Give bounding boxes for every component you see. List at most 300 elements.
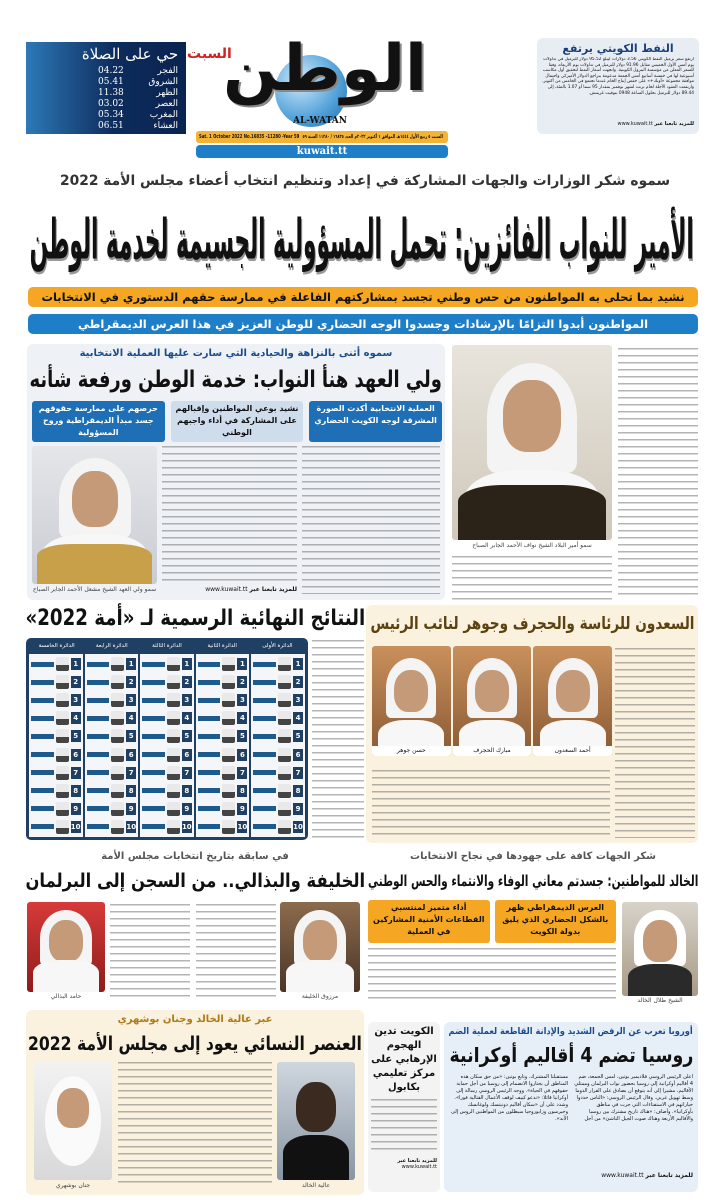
candidate-row xyxy=(142,692,192,708)
day-label: السبت xyxy=(187,46,232,62)
candidate-row xyxy=(31,692,81,708)
crown-highlight-box: نشيد بوعي المواطنين وإقبالهم على المشاركة في أداء واجبهم الوطني xyxy=(171,401,304,442)
oil-headline: النفط الكويتي يرتفع xyxy=(562,41,674,55)
candidate-vote-bar xyxy=(253,824,276,829)
candidate-rank: 1 xyxy=(182,658,192,670)
candidate-photo xyxy=(111,657,124,671)
candidate-rank: 10 xyxy=(237,822,248,831)
candidate-rank: 2 xyxy=(293,676,303,688)
saadoun-body-text xyxy=(615,648,695,838)
candidate-photo xyxy=(111,784,124,798)
candidate-rank: 9 xyxy=(182,803,192,815)
candidate-rank: 10 xyxy=(181,822,192,831)
candidate-vote-bar xyxy=(31,734,54,739)
khaled-highlight-box: أداء متميز لمنتسبي القطاعات الأمنية المشاركين في العملية xyxy=(368,900,490,943)
candidate-rank: 4 xyxy=(293,712,303,724)
candidate-photo xyxy=(111,820,124,834)
masthead-logo xyxy=(187,32,445,128)
candidate-photo xyxy=(222,729,235,743)
candidate-row xyxy=(87,692,137,708)
candidate-vote-bar xyxy=(198,734,221,739)
candidate-vote-bar xyxy=(87,698,110,703)
candidate-row xyxy=(31,783,81,799)
candidate-photo xyxy=(167,802,180,816)
lead-body-text-2 xyxy=(452,556,612,600)
candidate-photo xyxy=(222,784,235,798)
candidate-rank: 3 xyxy=(126,694,136,706)
candidate-row xyxy=(87,747,137,763)
prayer-time: 04.22 xyxy=(98,66,124,76)
date-english: Sat. 1 October 2022 No.16835 -11280 -Year 59 xyxy=(198,134,300,140)
district-header: الدائرة الثالثة xyxy=(152,643,182,649)
more-label: للمزيد تابعنا عبر xyxy=(397,1158,437,1164)
candidate-vote-bar xyxy=(87,824,110,829)
candidate-row xyxy=(31,765,81,781)
prayer-time: 05.41 xyxy=(98,77,124,87)
candidate-vote-bar xyxy=(31,788,54,793)
candidate-row xyxy=(253,710,303,726)
candidate-rank: 2 xyxy=(126,676,136,688)
candidate-vote-bar xyxy=(253,770,276,775)
prayer-name: الشروق xyxy=(148,77,178,87)
candidate-rank: 9 xyxy=(293,803,303,815)
candidate-row xyxy=(142,783,192,799)
candidate-row xyxy=(142,728,192,744)
candidate-row xyxy=(198,747,248,763)
candidate-photo xyxy=(167,729,180,743)
candidate-rank: 1 xyxy=(126,658,136,670)
candidate-rank: 3 xyxy=(293,694,303,706)
bathali-caption: حامد البذالي xyxy=(50,993,82,1000)
lead-headline: الأمير للنواب الفائزين: تحمل المسؤولية الجسيمة لخدمة الوطن xyxy=(29,208,695,273)
candidate-rank: 10 xyxy=(126,822,137,831)
candidate-row xyxy=(31,656,81,672)
candidate-rank: 8 xyxy=(237,785,247,797)
prayer-time: 05.34 xyxy=(98,110,124,120)
candidate-rank: 8 xyxy=(293,785,303,797)
candidate-photo xyxy=(111,766,124,780)
more-link[interactable]: www.kuwait.tt xyxy=(401,1164,437,1170)
candidate-row xyxy=(142,747,192,763)
khaled-headline: الخالد للمواطنين: جسدتم معاني الوفاء والانتماء والحس الوطني xyxy=(367,872,699,890)
candidate-vote-bar xyxy=(198,716,221,721)
candidate-rank: 10 xyxy=(293,822,303,831)
alia-caption: عالية الخالد xyxy=(301,1182,331,1189)
janan-photo xyxy=(34,1062,112,1180)
candidate-rank: 8 xyxy=(71,785,81,797)
candidate-photo xyxy=(278,748,291,762)
candidate-vote-bar xyxy=(31,680,54,685)
prayer-row xyxy=(98,110,178,121)
candidate-vote-bar xyxy=(87,752,110,757)
candidate-vote-bar xyxy=(142,770,165,775)
candidate-rank: 9 xyxy=(126,803,136,815)
candidate-vote-bar xyxy=(142,698,165,703)
candidate-row xyxy=(87,765,137,781)
russia-kicker: أوروبا تعرب عن الرفض الشديد والإدانة القاطعة لعملية الضم xyxy=(448,1026,694,1037)
saadoun-photo xyxy=(372,646,451,756)
lead-orange-bar-text: نشيد بما تحلى به المواطنون من حس وطني تجسد بمشاركتهم الفاعلة في ممارسة حقهم الدستوري في الانتخابات xyxy=(41,290,685,304)
crown-highlight-box: حرصهم على ممارسة حقوقهم جسد مبدأ الديمقراطية وروح المسؤولية xyxy=(32,401,165,442)
candidate-row xyxy=(87,710,137,726)
candidate-vote-bar xyxy=(198,698,221,703)
candidate-photo xyxy=(56,693,69,707)
candidate-photo xyxy=(278,766,291,780)
lead-orange-bar xyxy=(28,287,698,307)
candidate-row xyxy=(87,819,137,835)
candidate-rank: 5 xyxy=(126,730,136,742)
candidate-photo xyxy=(167,748,180,762)
crown-highlight-box: العملية الانتخابية أكدت الصورة المشرقة لوجه الكويت الحضاري xyxy=(309,401,442,442)
russia-headline: روسيا تضم 4 أقاليم أوكرانية xyxy=(449,1043,693,1067)
candidate-rank: 3 xyxy=(237,694,247,706)
candidate-photo xyxy=(56,657,69,671)
candidate-vote-bar xyxy=(87,788,110,793)
candidate-rank: 3 xyxy=(182,694,192,706)
candidate-rank: 2 xyxy=(182,676,192,688)
prayer-time: 11.38 xyxy=(98,88,124,98)
bathali-photo xyxy=(27,902,105,992)
saadoun-caption: مبارك الحجرف xyxy=(453,746,532,756)
results-table xyxy=(26,638,308,840)
candidate-vote-bar xyxy=(142,680,165,685)
candidate-vote-bar xyxy=(142,662,165,667)
khaled-photo xyxy=(622,902,698,996)
candidate-vote-bar xyxy=(31,752,54,757)
candidate-row xyxy=(198,765,248,781)
crown-headline: ولي العهد هنأ النواب: خدمة الوطن ورفعة شأنه xyxy=(29,367,443,393)
candidate-photo xyxy=(222,802,235,816)
candidate-row xyxy=(253,728,303,744)
candidate-row xyxy=(253,819,303,835)
kabul-headline: الكويت تدين الهجوم الإرهابي على مركز تعليمي بكابول xyxy=(371,1026,437,1093)
more-link[interactable]: www.kuwait.tt xyxy=(601,1172,644,1179)
candidate-photo xyxy=(222,657,235,671)
candidate-vote-bar xyxy=(142,824,165,829)
results-body-text xyxy=(312,640,364,838)
candidate-vote-bar xyxy=(142,752,165,757)
candidate-row xyxy=(142,819,192,835)
candidate-rank: 4 xyxy=(126,712,136,724)
candidate-rank: 1 xyxy=(237,658,247,670)
candidate-row xyxy=(87,656,137,672)
candidate-photo xyxy=(167,820,180,834)
crown-prince-photo xyxy=(32,446,157,584)
candidate-vote-bar xyxy=(198,806,221,811)
crown-photo-caption: سمو ولي العهد الشيخ مشعل الأحمد الجابر الصباح xyxy=(32,586,157,593)
candidate-row xyxy=(198,728,248,744)
candidate-photo xyxy=(278,675,291,689)
candidate-photo xyxy=(278,657,291,671)
candidate-rank: 5 xyxy=(71,730,81,742)
candidate-photo xyxy=(167,675,180,689)
candidate-vote-bar xyxy=(198,752,221,757)
crown-kicker: سموه أثنى بالنزاهة والحيادية التي سارت عليها العملية الانتخابية xyxy=(79,348,393,359)
prayer-row xyxy=(98,77,178,88)
candidate-vote-bar xyxy=(31,824,54,829)
candidate-vote-bar xyxy=(253,734,276,739)
khalifa-caption: مرزوق الخليفة xyxy=(301,993,339,1000)
saadoun-photo xyxy=(453,646,532,756)
candidate-photo xyxy=(56,766,69,780)
candidate-photo xyxy=(278,820,291,834)
candidate-photo xyxy=(278,729,291,743)
lead-body-text xyxy=(618,348,698,600)
candidate-row xyxy=(87,783,137,799)
candidate-vote-bar xyxy=(253,806,276,811)
more-label: للمزيد تابعنا عبر xyxy=(654,121,694,127)
candidate-row xyxy=(253,783,303,799)
candidate-photo xyxy=(167,657,180,671)
saadoun-body-text-2 xyxy=(372,770,610,838)
oil-news-box xyxy=(537,38,699,134)
candidate-rank: 9 xyxy=(237,803,247,815)
candidate-row xyxy=(198,656,248,672)
candidate-rank: 4 xyxy=(182,712,192,724)
prayer-row xyxy=(98,88,178,99)
candidate-vote-bar xyxy=(142,788,165,793)
candidate-photo xyxy=(222,693,235,707)
saadoun-photo xyxy=(533,646,612,756)
candidate-row xyxy=(253,801,303,817)
khaled-body-text xyxy=(368,948,616,1004)
candidate-photo xyxy=(278,693,291,707)
candidate-row xyxy=(31,819,81,835)
candidate-photo xyxy=(278,802,291,816)
candidate-photo xyxy=(56,748,69,762)
more-link[interactable]: www.kuwait.tt xyxy=(205,586,248,593)
candidate-vote-bar xyxy=(87,716,110,721)
lead-blue-bar-text: المواطنون أبدوا التزامًا بالإرشادات وجسدوا الوجه الحضاري للوطن العزيز في هذا العرس الديمقراطي xyxy=(77,317,649,331)
more-link[interactable]: www.kuwait.tt xyxy=(617,121,653,127)
candidate-rank: 6 xyxy=(293,749,303,761)
janan-caption: جنان بوشهري xyxy=(55,1182,91,1189)
prayer-name: العصر xyxy=(155,99,178,109)
date-bar xyxy=(196,131,448,143)
candidate-row xyxy=(253,656,303,672)
candidate-row xyxy=(142,674,192,690)
candidate-rank: 8 xyxy=(182,785,192,797)
candidate-rank: 7 xyxy=(237,767,247,779)
candidate-rank: 6 xyxy=(237,749,247,761)
candidate-vote-bar xyxy=(31,698,54,703)
candidate-row xyxy=(142,801,192,817)
candidate-vote-bar xyxy=(142,806,165,811)
women-kicker: عبر عالية الخالد وجنان بوشهري xyxy=(117,1014,273,1025)
khaled-highlight-box: العرس الديمقراطي ظهر بالشكل الحضاري الذي يليق بدولة الكويت xyxy=(495,900,617,943)
candidate-row xyxy=(253,765,303,781)
prayer-name: الظهر xyxy=(156,88,178,98)
candidate-rank: 5 xyxy=(182,730,192,742)
candidate-row xyxy=(31,801,81,817)
candidate-row xyxy=(142,710,192,726)
alia-photo xyxy=(277,1062,355,1180)
candidate-vote-bar xyxy=(198,680,221,685)
district-column xyxy=(196,654,250,837)
website-link[interactable]: kuwait.tt xyxy=(196,145,448,158)
candidate-photo xyxy=(278,784,291,798)
candidate-vote-bar xyxy=(31,770,54,775)
candidate-rank: 5 xyxy=(293,730,303,742)
candidate-photo xyxy=(278,711,291,725)
candidate-vote-bar xyxy=(198,770,221,775)
candidate-row xyxy=(87,801,137,817)
candidate-photo xyxy=(56,802,69,816)
prayer-name: المغرب xyxy=(149,110,178,120)
candidate-vote-bar xyxy=(31,716,54,721)
candidate-row xyxy=(198,783,248,799)
candidate-vote-bar xyxy=(253,680,276,685)
crown-body-text-2 xyxy=(302,446,440,594)
candidate-photo xyxy=(111,802,124,816)
candidate-rank: 2 xyxy=(237,676,247,688)
district-column xyxy=(251,654,305,837)
prayer-row xyxy=(98,121,178,132)
candidate-vote-bar xyxy=(87,680,110,685)
candidate-photo xyxy=(56,675,69,689)
district-column xyxy=(140,654,194,837)
candidate-vote-bar xyxy=(31,662,54,667)
crown-body-text xyxy=(162,446,297,582)
candidate-rank: 7 xyxy=(126,767,136,779)
candidate-row xyxy=(87,674,137,690)
candidate-photo xyxy=(111,675,124,689)
candidate-rank: 1 xyxy=(293,658,303,670)
khalifa-kicker: في سابقة بتاريخ انتخابات مجلس الأمة xyxy=(101,851,289,862)
khalifa-headline: الخليفة والبذالي.. من السجن إلى البرلمان xyxy=(25,870,365,892)
latin-name: AL-WATAN xyxy=(293,116,347,126)
candidate-row xyxy=(142,656,192,672)
prayer-name: الفجر xyxy=(157,66,178,76)
candidate-photo xyxy=(222,748,235,762)
candidate-photo xyxy=(111,711,124,725)
district-column xyxy=(85,654,139,837)
prayer-row xyxy=(98,99,178,110)
khalifa-body-text xyxy=(110,904,190,1000)
more-label: للمزيد تابعنا عبر xyxy=(645,1172,693,1179)
candidate-photo xyxy=(111,693,124,707)
prayer-times-box xyxy=(26,42,186,134)
russia-story xyxy=(444,1022,698,1192)
candidate-rank: 9 xyxy=(71,803,81,815)
district-column xyxy=(29,654,83,837)
candidate-photo xyxy=(111,729,124,743)
candidate-rank: 6 xyxy=(71,749,81,761)
candidate-vote-bar xyxy=(198,662,221,667)
candidate-vote-bar xyxy=(87,806,110,811)
candidate-rank: 2 xyxy=(71,676,81,688)
candidate-row xyxy=(31,747,81,763)
candidate-rank: 6 xyxy=(182,749,192,761)
women-body-text xyxy=(118,1062,272,1188)
candidate-rank: 8 xyxy=(126,785,136,797)
oil-body: ارتفع سعر برميل النفط الكويتي 3.56 دولارات ليبلغ 95.52 دولار للبرميل في تداولات يوم أمس الأول الخميس مقابل 91.96 دولار للبرميل في تداولات يوم الأربعاء، وفقا للسعر المعلن من مؤسسة البترول الكويتية. واتجهت أسعار النفط لتحقيق أول مكاسب أسبوعية لها في خمسة أسابيع أمس الجمعة مدعومة بتراجع الدولار الأميركي واحتمال موافقة مجموعة «أوبك+» على خفض إنتاج الخام عندما تجتمع في الخامس من أكتوبر. وارتفعت العقود الآجلة لخام برنت لشهر نوفمبر بمقدار 95 سنتا أو 1.07 بالمئة، إلى 89.44 دولار للبرميل بحلول الساعة 0948 بتوقيت غرينتش. xyxy=(542,57,694,96)
candidate-vote-bar xyxy=(87,770,110,775)
date-arabic: السبت ٥ ربيع الأول ١٤٤٤هـ الموافق ١ أكتوبر ٢٠٢٢م العدد ١٦٨٣٥ / ١١٢٨٠ السنة ٥٩ xyxy=(302,134,444,140)
candidate-row xyxy=(31,728,81,744)
candidate-row xyxy=(253,747,303,763)
candidate-photo xyxy=(56,711,69,725)
candidate-rank: 5 xyxy=(237,730,247,742)
candidate-photo xyxy=(167,711,180,725)
candidate-rank: 7 xyxy=(293,767,303,779)
district-header: الدائرة الثانية xyxy=(207,643,237,649)
lead-blue-bar xyxy=(28,314,698,334)
prayer-time: 06.51 xyxy=(98,121,124,131)
emir-photo-caption: سمو أمير البلاد الشيخ نواف الأحمد الجابر الصباح xyxy=(472,542,592,549)
candidate-photo xyxy=(111,748,124,762)
khalifa-photo xyxy=(280,902,360,992)
candidate-vote-bar xyxy=(198,788,221,793)
logo-wordmark: الوطن xyxy=(223,32,427,106)
candidate-photo xyxy=(56,784,69,798)
candidate-rank: 3 xyxy=(71,694,81,706)
candidate-rank: 4 xyxy=(71,712,81,724)
candidate-vote-bar xyxy=(87,662,110,667)
khaled-kicker: شكر الجهات كافة على جهودها في نجاح الانتخابات xyxy=(410,851,656,862)
candidate-photo xyxy=(167,766,180,780)
candidate-vote-bar xyxy=(253,752,276,757)
candidate-row xyxy=(198,801,248,817)
candidate-photo xyxy=(56,820,69,834)
candidate-rank: 6 xyxy=(126,749,136,761)
district-header: الدائرة الرابعة xyxy=(95,643,128,649)
candidate-rank: 4 xyxy=(237,712,247,724)
women-headline: العنصر النسائي يعود إلى مجلس الأمة 2022 xyxy=(28,1033,362,1055)
candidate-vote-bar xyxy=(253,698,276,703)
emir-photo xyxy=(452,345,612,540)
lead-kicker: سموه شكر الوزارات والجهات المشاركة في إعداد وتنظيم انتخاب أعضاء مجلس الأمة 2022 xyxy=(59,173,671,189)
candidate-rank: 7 xyxy=(182,767,192,779)
candidate-vote-bar xyxy=(31,806,54,811)
saadoun-caption: أحمد السعدون xyxy=(533,746,612,756)
candidate-rank: 10 xyxy=(70,822,81,831)
candidate-row xyxy=(31,710,81,726)
candidate-row xyxy=(198,710,248,726)
saadoun-headline: السعدون للرئاسة والحجرف وجوهر لنائب الرئيس xyxy=(370,614,694,634)
candidate-photo xyxy=(222,711,235,725)
khalifa-body-text-2 xyxy=(196,904,276,1000)
prayer-row xyxy=(98,66,178,77)
candidate-row xyxy=(198,819,248,835)
candidate-photo xyxy=(222,675,235,689)
candidate-row xyxy=(87,728,137,744)
candidate-vote-bar xyxy=(142,734,165,739)
prayer-time: 03.02 xyxy=(98,99,124,109)
candidate-vote-bar xyxy=(253,716,276,721)
candidate-row xyxy=(253,692,303,708)
prayer-name: العشاء xyxy=(153,121,178,131)
khaled-caption: الشيخ طلال الخالد xyxy=(637,997,683,1004)
candidate-photo xyxy=(222,766,235,780)
candidate-row xyxy=(198,692,248,708)
candidate-photo xyxy=(56,729,69,743)
candidate-vote-bar xyxy=(253,662,276,667)
candidate-photo xyxy=(222,820,235,834)
candidate-vote-bar xyxy=(142,716,165,721)
candidate-photo xyxy=(167,784,180,798)
candidate-photo xyxy=(167,693,180,707)
candidate-rank: 1 xyxy=(71,658,81,670)
candidate-row xyxy=(142,765,192,781)
more-label: للمزيد تابعنا عبر xyxy=(249,586,297,593)
saadoun-caption: حسن جوهر xyxy=(372,746,451,756)
results-headline: النتائج النهائية الرسمية لـ «أمة 2022» xyxy=(25,606,365,631)
russia-body: أعلن الرئيس الروسي فلاديمير بوتين، أمس الجمعة، ضم 4 أقاليم أوكرانية إلى روسيا بحضور نواب البرلمان وممثلي الأقاليم، مشيرا إلى أنه يتوقع أن يصادق على القرار الدوما وسط تهويل غربي. وقال الرئيس الروسي: «الناس حددوا خياراتهم في الاستفتاءات التي جرت في مناطق بأوكرانيا». وأضاف: «هناك تاريخ مشترك بين روسيا والأقاليم الأربعة وهناك صوت الجيل الناشئ» من أجل مستقبلنا المشترك. وتابع بوتين: «من حق سكان هذه المناطق أن يختاروا الانضمام إلى روسيا من أجل حماية حقوقهم في الحياة». ووجه الرئيس الروسي رسالة إلى أوكرانيا قائلا: «ندعو كييف لوقف الأعمال القتالية فورا». وشدد على أن «سكان أقاليم دونيتسك ولوغانسك وخيرسون وزابوروجيا سيظلون من المواطنين الروس إلى الأبد». xyxy=(451,1074,693,1122)
candidate-row xyxy=(253,674,303,690)
kabul-story xyxy=(368,1022,440,1192)
candidate-row xyxy=(31,674,81,690)
